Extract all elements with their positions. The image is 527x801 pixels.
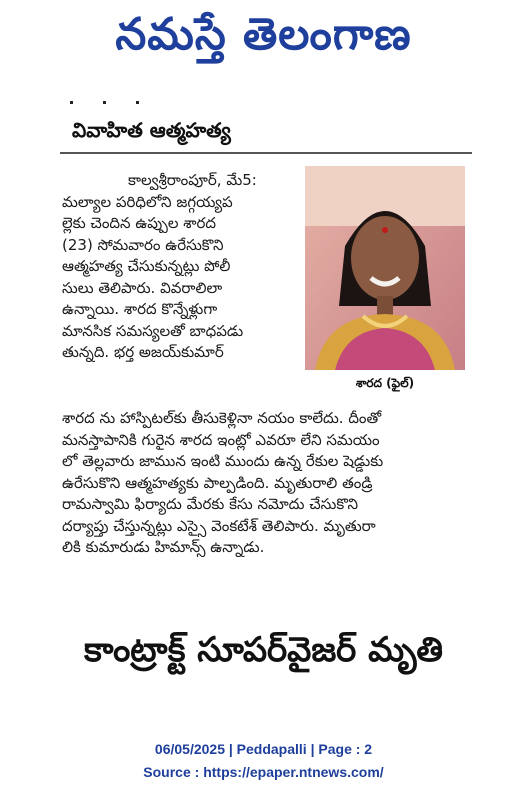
article-headline: వివాహిత ఆత్మహత్య [72, 118, 231, 142]
article-body-continued [62, 408, 472, 559]
body-line: (23) సోమవారం ఉరేసుకొని [62, 235, 224, 254]
article-body-column [62, 170, 298, 364]
body-line: ఉన్నాయి. శారద కొన్నేళ్లుగా [62, 300, 218, 318]
next-article-headline: కాంట్రాక్ట్ సూపర్‌వైజర్ మృతి [83, 630, 444, 670]
headline-divider [60, 152, 472, 154]
body-line: ఉరేసుకొని ఆత్మహత్యకు పాల్పడింది. మృతురాలి తండ్రి [62, 473, 373, 492]
masthead [0, 0, 527, 80]
body-line: దర్యాప్తు చేస్తున్నట్లు ఎస్సై వెంకటేశ్ తెలిపారు. మృతురా [62, 516, 376, 535]
source-footer [0, 738, 527, 784]
masthead-title: నమస్తే తెలంగాణ [115, 9, 412, 60]
portrait-illustration [305, 166, 465, 370]
body-line: లికి కుమారుడు హిమాన్స్ ఉన్నాడు. [62, 538, 265, 556]
source-link[interactable]: Source : https://epaper.ntnews.com/ [143, 764, 384, 780]
body-line: మానసిక సమస్యలతో బాధపడు [62, 321, 244, 340]
body-line: సులు తెలిపారు. వివరాలిలా [62, 278, 223, 297]
news-clipping [60, 94, 472, 624]
body-line: ల్లెకు చెందిన ఉప్పుల శారద [62, 214, 216, 232]
body-line: తున్నది. భర్త అజయ్‌కుమార్ [62, 343, 224, 361]
body-line: శారద ను హాస్పిటల్‌కు తీసుకెళ్లినా నయం కాలేదు. దీంతో [62, 409, 382, 427]
body-line: లో తెల్లవారు జామున ఇంటి ముందు ఉన్న రేకుల షెడ్డుకు [62, 452, 384, 470]
body-line: మనస్తాపానికి గురైన శారద ఇంట్లో ఎవరూ లేని సమయం [62, 430, 380, 449]
portrait-photo [305, 166, 465, 370]
article-dateline: కాల్వశ్రీరాంపూర్, మే5: [128, 171, 257, 189]
photo-caption: శారద (ఫైల్) [355, 376, 415, 390]
cut-text-fragment [70, 94, 230, 104]
body-line: రామస్వామి ఫిర్యాదు మేరకు కేసు నమోదు చేసుకొని [62, 495, 359, 513]
body-line: మల్యాల పరిధిలోని జగ్గయ్యప [62, 192, 233, 211]
edition-date-line: 06/05/2025 | Peddapalli | Page : 2 [154, 741, 373, 757]
body-line: ఆత్మహత్య చేసుకున్నట్లు పోలీ [62, 257, 231, 275]
